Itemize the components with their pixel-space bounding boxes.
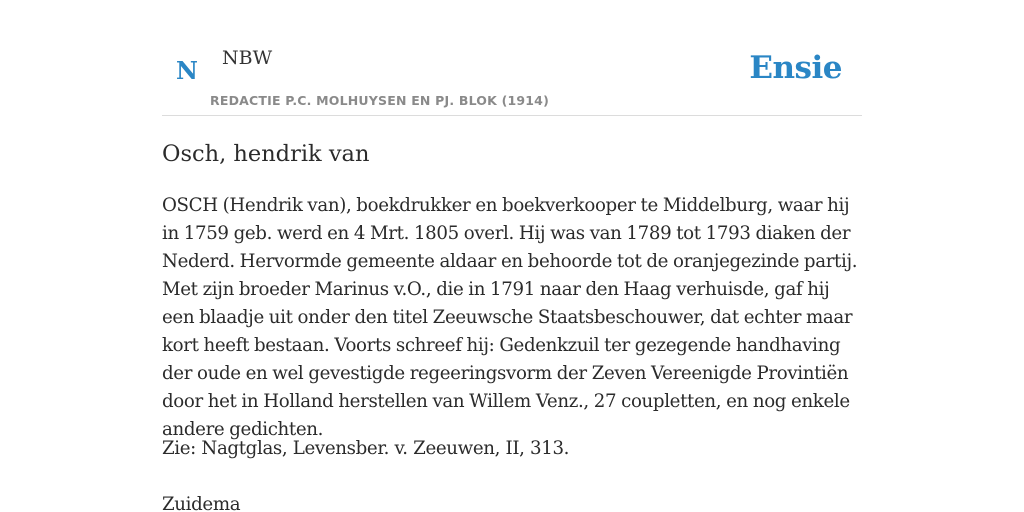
article-body: OSCH (Hendrik van), boekdrukker en boekverkooper te Middelburg, waar hij in 1759 geb. werd en 4 Mrt. 1805 overl. Hij was van 1789 tot 1793 diaken der Nederd. Hervormde gemeente aldaar en behoorde tot de oranjegezinde partij. Met zijn broeder Marinus v.O., die in 1791 naar den Haag verhuisde, gaf hij een blaadje uit onder den titel Zeeuwsche Staatsbeschouwer, dat echter maar kort heeft bestaan. Voorts schreef hij: Gedenkzuil ter gezegende handhaving der oude en wel gevestigde regeeringsvorm der Zeven Vereenigde Provintiën door het in Holland herstellen van Willem Venz., 27 coupletten, en nog enkele andere gedichten.: [162, 195, 858, 440]
source-name-link[interactable]: NBW: [222, 47, 273, 69]
source-header: [162, 0, 862, 116]
source-logo-icon[interactable]: N: [176, 56, 198, 85]
source-subtitle: REDACTIE P.C. MOLHUYSEN EN PJ. BLOK (1914): [210, 93, 549, 108]
article-author: Zuidema: [162, 494, 241, 512]
ensie-logo-link[interactable]: Ensie: [749, 50, 842, 86]
article-reference: Zie: Nagtglas, Levensber. v. Zeeuwen, II, 313.: [162, 438, 570, 459]
article-title: Osch, hendrik van: [162, 141, 370, 167]
article-page: [162, 0, 862, 512]
